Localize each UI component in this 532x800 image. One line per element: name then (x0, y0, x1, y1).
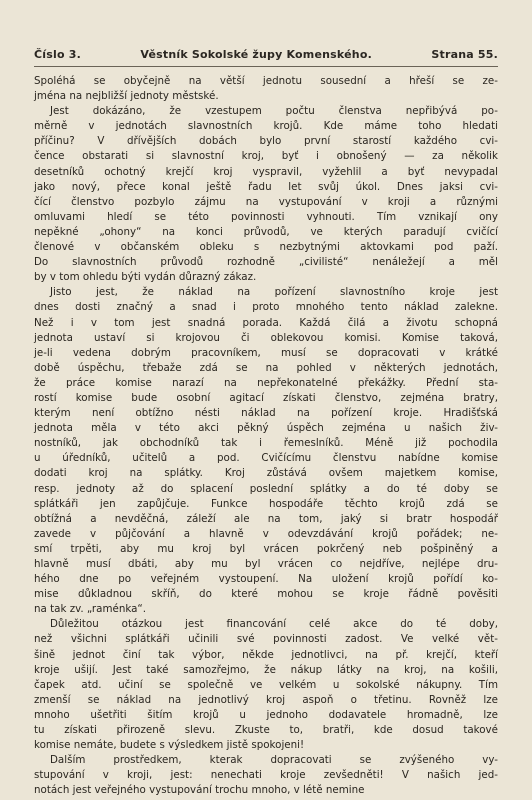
text-line: dodati kroj na splátky. Kroj zůstává ovšem majetkem komise, (34, 467, 498, 480)
text-line: Jisto jest, že náklad na pořízení slavnostního kroje jest (50, 286, 498, 299)
text-line: nepěkné „ohony“ na konci průvodů, ve kterých paradují cvičící (34, 225, 498, 238)
text-line: Spoléhá se obyčejně na větší jednotu sousední a hřeší se ze- (34, 75, 498, 87)
paragraph (34, 285, 498, 617)
text-line: kterým není obtížno nésti náklad na pořízení kroje. Hradišťská (34, 407, 498, 420)
text-line: zavede v půjčování a hlavně v odevzdávání krojů pořádek; ne- (34, 527, 498, 540)
text-line: mnoho ušetřiti šitím krojů u jednoho dodavatele hromadně, lze (34, 708, 498, 721)
text-line: členové v občanském obleku s nezbytnými aktovkami pod paží. (34, 241, 498, 254)
text-line: čence obstarati si slavnostní kroj, byť i obnošený — za několik (34, 150, 498, 163)
text-line: příčinu? V dřívějších dobách bylo první starostí každého cvi- (34, 135, 498, 148)
text-line: hlavně musí dbáti, aby mu byl vrácen co nejdříve, nejlépe dru- (34, 558, 498, 570)
journal-title: Věstník Sokolské župy Komenského. (140, 48, 372, 61)
article-body (34, 74, 498, 799)
text-line: smí trpěti, aby mu kroj byl vrácen pokrčený neb pošpiněný a (34, 542, 498, 555)
text-line: hého dne po veřejném vystoupení. Na uložení krojů pořídí ko- (34, 573, 498, 586)
text-line: jako nový, přece konal ještě řadu let svůj úkol. Dnes jaksi cvi- (34, 180, 498, 193)
text-line: době úspěchu, třebaže zdá se na pohled v některých jednotách, (34, 361, 498, 374)
text-line: šině jednot činí tak výbor, někde jednotlivci, na př. krejčí, kteří (34, 648, 498, 661)
text-line: splátkáři jen zapůjčuje. Funkce hospodáře těchto krojů zdá se (34, 497, 498, 510)
text-line: kroje ušijí. Jest také samozřejmo, že nákup látky na kroj, na košili, (34, 663, 498, 676)
text-line: rostí komise bude osobní agitací získati členstvo, zejména bratry, (34, 391, 498, 404)
text-line: že práce komise narazí na nepřekonatelné překážky. Přední sta- (34, 376, 498, 389)
text-line: u úředníků, učitelů a pod. Cvičícímu členstvu nabídne komise (34, 452, 498, 465)
text-line: dnes dosti značný a snad i proto mnohého tento náklad zalekne. (34, 301, 498, 314)
text-line: jednota ustaví si krojovou či oblekovou komisi. Komise taková, (34, 331, 498, 344)
text-line: tu získati přirozeně slevu. Zkuste to, bratři, kde dosud takové (34, 724, 498, 737)
paragraph (34, 74, 498, 104)
text-line: na tak zv. „raménka“. (34, 603, 147, 616)
text-line: zmenší se náklad na jednotlivý kroj aspoň o třetinu. Rovněž lze (34, 693, 498, 706)
text-line: jména na nejbližší jednoty městské. (34, 90, 219, 103)
page-number: Strana 55. (431, 48, 498, 61)
text-line: měrně v jednotách slavnostních krojů. Kde máme toho hledati (34, 120, 498, 133)
issue-number: Číslo 3. (34, 48, 81, 61)
text-line: komise nemáte, budete s výsledkem jistě spokojeni! (34, 739, 305, 752)
paragraph (34, 104, 498, 285)
running-header (34, 48, 498, 61)
text-line: by v tom ohledu býti vydán důrazný zákaz. (34, 271, 257, 284)
text-line: Do slavnostních průvodů rozhodně „civilisté“ nenáležejí a měl (34, 256, 498, 269)
text-line: desetníků ochotný krejčí kroj vyspravil, vyžehlil a byť nevypadal (34, 165, 498, 178)
text-line: Důležitou otázkou jest financování celé akce do té doby, (50, 618, 498, 631)
text-line: je-li vedena dobrým pracovníkem, musí se dopracovati v krátké (34, 346, 498, 359)
text-line: mise důkladnou skříň, do které mohou se kroje řádně pověsiti (34, 588, 498, 601)
text-line: nostníků, jak obchodníků tak i řemeslníků. Méně již pochodila (34, 437, 498, 450)
text-line: jednota měla v této akci pěkný úspěch zejména u našich živ- (34, 422, 498, 435)
text-line: než všichni splátkáři učinili své povinnosti zadost. Ve velké vět- (34, 633, 498, 646)
text-line: Dalším prostředkem, kterak dopracovati se zvýšeného vy- (50, 754, 498, 767)
paragraph (34, 753, 498, 798)
text-line: Jest dokázáno, že vzestupem počtu členstva nepřibývá po- (50, 105, 498, 118)
text-line: čící členstvo pozbylo zájmu na vystupování v kroji a různými (34, 195, 498, 208)
paragraph (34, 617, 498, 753)
text-line: resp. jednoty až do splacení poslední splátky a do té doby se (34, 482, 498, 495)
header-rule (34, 66, 498, 67)
text-line: obtížná a nevděčná, záleží ale na tom, jaký si bratr hospodář (34, 512, 498, 525)
text-line: omluvami hledí se této povinnosti vyhnouti. Tím vznikají ony (34, 210, 498, 223)
text-line: Než i v tom jest snadná porada. Každá čilá a životu schopná (34, 316, 498, 329)
text-line: notách jest veřejného vystupování trochu mnoho, v létě nemine (34, 784, 365, 797)
text-line: čapek atd. učiní se společně ve velkém u sokolské nákupny. Tím (34, 678, 498, 691)
text-line: stupování v kroji, jest: nenechati kroje zevšedněti! V našich jed- (34, 769, 498, 782)
